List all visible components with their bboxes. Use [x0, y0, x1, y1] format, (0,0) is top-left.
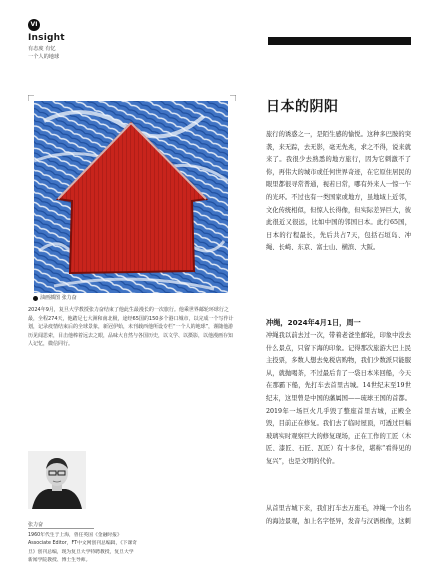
camera-icon: [33, 296, 38, 301]
author-name: 张力奋: [28, 522, 44, 528]
red-house-painting: [34, 101, 228, 293]
column-subtitle-line1: 有态度 有忆: [28, 46, 56, 52]
article-date-heading: 冲绳，2024年4月1日，周一: [266, 318, 361, 327]
image-credit: 油画插图 张力奋: [40, 295, 77, 301]
column-name: Insight: [28, 33, 65, 43]
header-bar: [268, 37, 411, 45]
article-paragraph: 旅行的诱惑之一，是陌生感的愉悦。这种多巴胺的突袭，来无踪，去无影，毫无先兆，求之不得，说来就来了。我很少去熟悉的地方旅行，因为它刺激不了你，再伟大的城市或任何世界奇迹，在它原住居民的眼里都很寻常普通，视若日常，哪有外来人一惊一乍的光环。不过也有一类国家或地方，虽地域上近邻，文化传统相似，但惊人长得像，但实际差异巨大，彼此很近又很远，比如中国的邻国日本。此行65国，日本的行程最长，先后共占7天，包括石垣岛、冲绳、长崎、东京、富士山、横滨、大阪。: [266, 131, 411, 252]
article-paragraph: 冲绳我以前去过一次，带着老爸坐邮轮，印象中没去什么景点，只留下海的印象。记得那次旅游大巴上民主投票，多数人想去免税店购物，我们少数派只能服从，就抛喝茶，不过最后肯了一袋日本米回船，今天在那霸下船，先打车去首里古城。14世纪末至19世纪末，这里曾是中国的藩属国——琉球王国的首都。2019年一场巨火几乎毁了整座首里古城，正殿全毁，目前正在修复。我们去了临时屋顶，可透过巨幅玻璃实时观察巨大的修复现场，正在工作的工匠（木匠、漆匠、石匠、瓦匠）有十多位，堪称“看得见的复兴”，也是文明的代价。: [266, 332, 411, 465]
column-logo-icon: VI: [28, 19, 40, 31]
article-headline: 日本的阴阳: [266, 99, 339, 115]
author-bio: 1960年代生于上海，曾任英国《金融时报》Associate Editor，FT中文网创刊总编辑，《下课奇旦》创刊总编，现为复旦大学特聘教授，复旦大学新闻学院教授、博士生导师。: [28, 533, 138, 563]
author-portrait: [28, 451, 86, 509]
column-subtitle-line2: 一个人的地球: [28, 54, 60, 60]
article-paragraph: 从首里古城下来，我们打车去万座毛，冲绳一个出名的海边景观，加上名字怪异，发音与汉语极像，这刺: [266, 505, 411, 525]
author-divider: [28, 528, 94, 529]
column-introduction: 2024年9月，复旦大学教授张力奋结束了他此生最漫长的一次旅行。他乘世界邮轮环球行之最，全程274天，他踏足七大洲和南北极，途经65国的150多个港口城市，以完成一个写作计划，记录疫情结束后的全球景象，新冠伊始，未刊载西他所设专栏“一个人的地球”，谨随他游历见闻思索，目击他棒着远去之眼，品味大自然与各国历史，以文学、以摄影，以他漫画存知人记忆，微信同行。: [28, 307, 234, 348]
corner-mark-top-right: [230, 95, 236, 101]
